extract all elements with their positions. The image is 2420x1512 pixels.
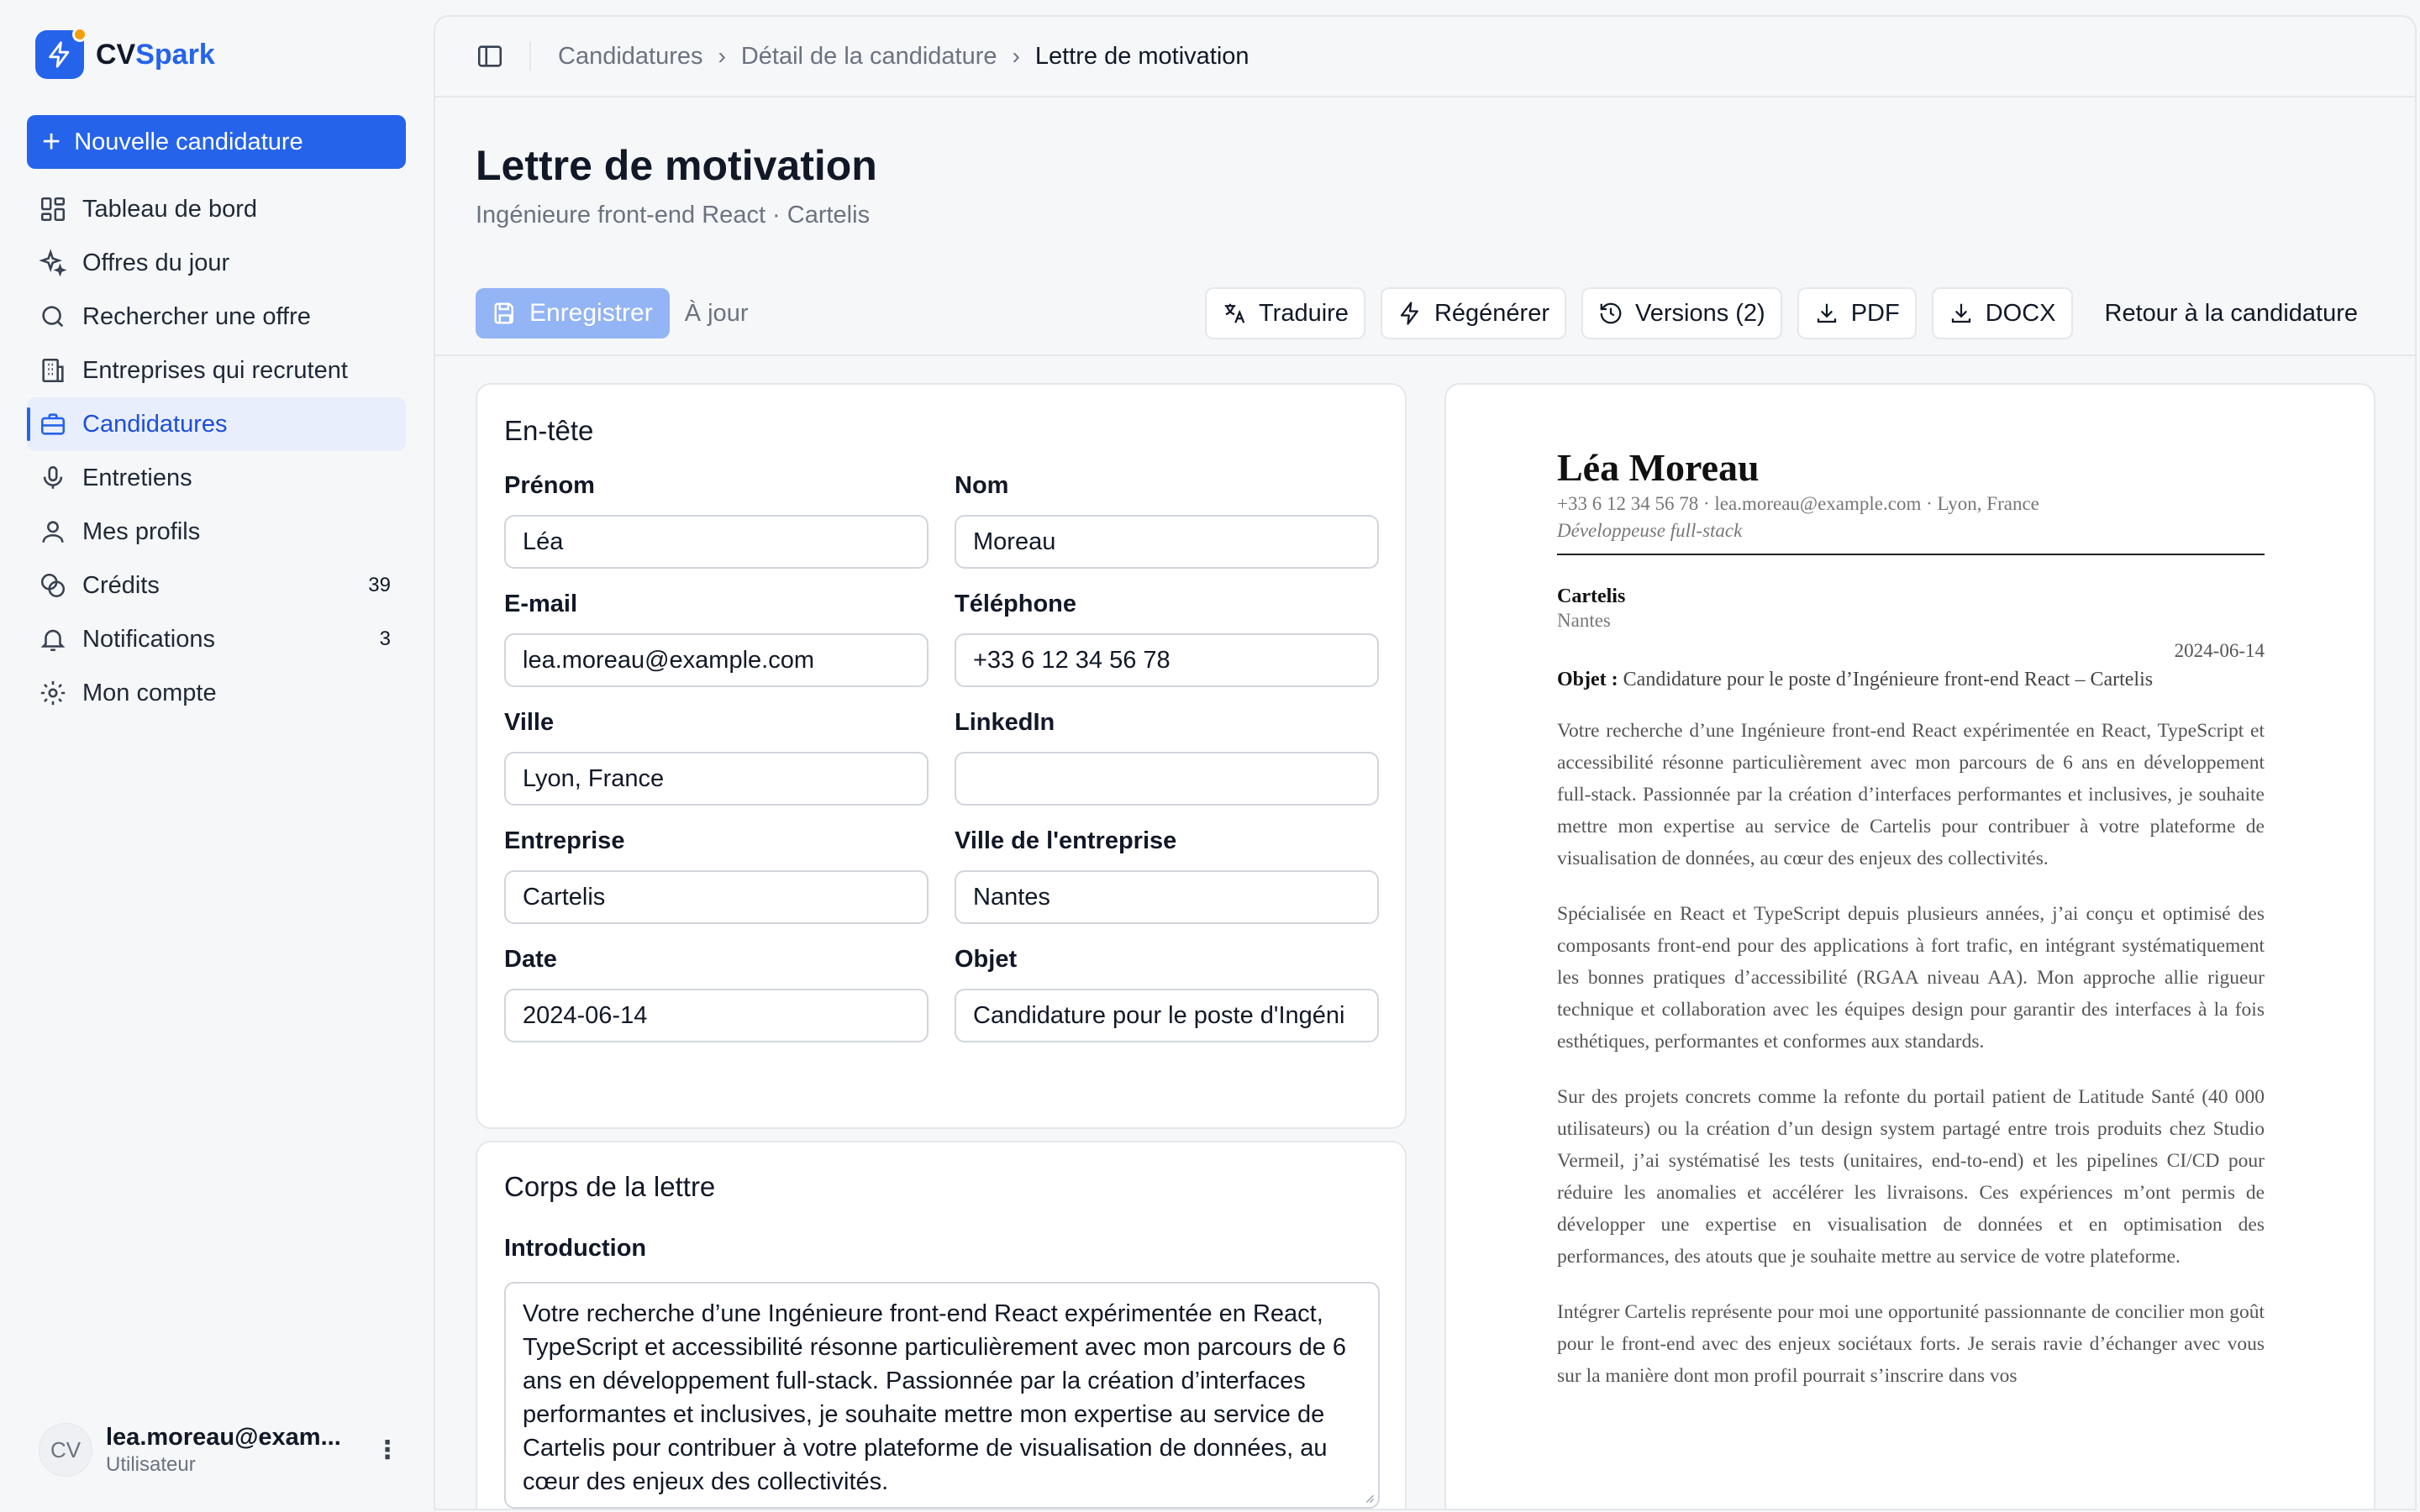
city-label: Ville <box>504 709 555 736</box>
sidebar-item-label: Mes profils <box>82 517 201 545</box>
sidebar-item-search-offer[interactable] <box>27 290 406 344</box>
sidebar-item-label: Offres du jour <box>82 249 230 276</box>
sidebar-item-label: Mon compte <box>82 679 217 706</box>
preview-paragraph: Spécialisée en React et TypeScript depuis plusieurs années, j’ai conçu et optimisé des composants front-end pour des applications à fort trafic, en intégrant systématiquement les bonnes pratiques d’accessibilité (RGAA niveau AA). Mon approche allie rigueur technique et collaboration avec les équipes design pour garantir des interfaces à la fois esthétiques, performantes et conformes aux standards. <box>1557 903 2265 1053</box>
breadcrumb-applications[interactable]: Candidatures <box>558 42 703 70</box>
sidebar-item-label: Candidatures <box>82 410 228 438</box>
page-title: Lettre de motivation <box>476 142 877 189</box>
coins-icon <box>39 571 67 600</box>
linkedin-field[interactable] <box>955 752 1379 806</box>
regenerate-button[interactable] <box>1381 287 1566 339</box>
header-card-title: En-tête <box>504 415 594 446</box>
letter-body-title: Corps de la lettre <box>504 1171 716 1202</box>
gear-icon <box>39 679 67 707</box>
preview-date: 2024-06-14 <box>2174 640 2265 661</box>
user-role: Utilisateur <box>106 1452 196 1476</box>
avatar: CV <box>39 1423 92 1477</box>
user-email: lea.moreau@exam... <box>106 1423 341 1451</box>
preview-contact: +33 6 12 34 56 78 · lea.moreau@example.com · Lyon, France <box>1557 493 2039 514</box>
preview-company-city: Nantes <box>1557 610 1611 631</box>
company-city-field[interactable]: Nantes <box>955 870 1379 924</box>
sidebar-item-daily-offers[interactable] <box>27 236 406 290</box>
sidebar-item-applications[interactable] <box>27 397 406 451</box>
dashboard-icon <box>39 195 67 223</box>
preview-paragraph: Sur des projets concrets comme la refonte du portail patient de Latitude Santé (40 000 utilisateurs) ou la création d’un design system partagé entre trois produits chez Studio Vermeil, j’ai systématisé les tests (unitaires, end-to-end) et les pipelines CI/CD pour réduire les anomalies et accélérer les livraisons. Ces expériences m’ont permis de développer une expertise en visualisation de données et en optimisation des performances, des atouts que je souhaite mettre au service de votre plateforme. <box>1557 1086 2265 1268</box>
save-button[interactable] <box>476 288 670 339</box>
subject-label: Objet <box>955 946 1018 973</box>
translate-label: Traduire <box>1259 299 1349 327</box>
first-name-field[interactable]: Léa <box>504 515 929 569</box>
introduction-text: Votre recherche d’une Ingénieure front-end React expérimentée en React, TypeScript et accessibilité résonne particulièrement avec mon parcours de 6 ans en développement full-stack. Passionnée par la création d’interfaces performantes et inclusives, je souhaite mettre mon expertise au service de Cartelis pour contribuer à votre plateforme de visualisation de données, au cœur des enjeux des collectivités. <box>523 1300 1347 1495</box>
credits-count: 39 <box>368 574 391 596</box>
sidebar-item-account[interactable] <box>27 666 406 720</box>
sparkles-icon <box>39 249 67 277</box>
docx-download-button[interactable] <box>1932 287 2073 339</box>
company-label: Entreprise <box>504 827 625 854</box>
introduction-label: Introduction <box>504 1235 647 1262</box>
main-panel <box>434 15 2417 1510</box>
breadcrumb-current: Lettre de motivation <box>1034 42 1249 70</box>
download-icon <box>1814 301 1839 326</box>
bell-icon <box>39 625 67 654</box>
introduction-textarea[interactable] <box>504 1282 1380 1509</box>
docx-label: DOCX <box>1985 299 2056 327</box>
preview-subject: Objet : Candidature pour le poste d’Ingénieure front-end React – Cartelis <box>1557 669 2154 690</box>
sidebar-item-label: Notifications <box>82 625 215 653</box>
breadcrumb <box>558 43 1249 71</box>
bolt-icon <box>1397 301 1423 326</box>
brand-logo[interactable] <box>35 30 215 79</box>
new-application-button[interactable] <box>27 115 406 169</box>
page-subtitle: Ingénieure front-end React · Cartelis <box>476 202 871 228</box>
sidebar-item-profiles[interactable] <box>27 505 406 559</box>
date-field[interactable]: 2024-06-14 <box>504 989 929 1042</box>
chevron-right-icon: › <box>1012 43 1020 69</box>
preview-paragraph: Votre recherche d’une Ingénieure front-end React expérimentée en React, TypeScript et accessibilité résonne particulièrement avec mon parcours de 6 ans en développement full-stack. Passionnée par la création d’interfaces performantes et inclusives, je souhaite mettre mon expertise au service de Cartelis pour contribuer à votre plateforme de visualisation de données, au cœur des enjeux des collectivités. <box>1557 720 2265 869</box>
letter-body-card <box>476 1141 1407 1510</box>
phone-field[interactable]: +33 6 12 34 56 78 <box>955 633 1379 687</box>
sidebar-nav <box>27 182 406 720</box>
header-card <box>476 383 1407 1129</box>
translate-icon <box>1222 301 1247 326</box>
resize-handle-icon[interactable] <box>1363 1492 1375 1504</box>
regenerate-label: Régénérer <box>1434 299 1549 327</box>
sidebar-item-label: Crédits <box>82 571 160 599</box>
linkedin-label: LinkedIn <box>955 709 1055 736</box>
more-options-icon[interactable]: ⋮ <box>375 1436 400 1464</box>
pdf-label: PDF <box>1850 299 1900 327</box>
microphone-icon <box>39 464 67 492</box>
versions-button[interactable] <box>1581 287 1782 339</box>
search-icon <box>39 302 67 331</box>
sidebar-item-label: Tableau de bord <box>82 195 257 223</box>
first-name-label: Prénom <box>504 472 595 499</box>
company-field[interactable]: Cartelis <box>504 870 929 924</box>
letter-preview <box>1444 383 2375 1510</box>
topbar <box>435 17 2415 97</box>
phone-label: Téléphone <box>955 591 1077 617</box>
user-menu[interactable] <box>39 1423 400 1477</box>
last-name-field[interactable]: Moreau <box>955 515 1379 569</box>
versions-label: Versions (2) <box>1634 299 1765 327</box>
sidebar-toggle-icon[interactable] <box>476 42 504 71</box>
pdf-download-button[interactable] <box>1797 287 1917 339</box>
preview-divider <box>1557 554 2265 555</box>
email-label: E-mail <box>504 591 578 617</box>
briefcase-icon <box>39 410 67 438</box>
user-icon <box>39 517 67 546</box>
download-icon <box>1949 301 1974 326</box>
sidebar-item-credits[interactable] <box>27 559 406 612</box>
sidebar-item-interviews[interactable] <box>27 451 406 505</box>
back-to-application-link[interactable]: Retour à la candidature <box>2104 299 2358 327</box>
chevron-right-icon: › <box>718 43 726 69</box>
email-field[interactable]: lea.moreau@example.com <box>504 633 929 687</box>
save-label: Enregistrer <box>529 299 653 327</box>
new-application-label: Nouvelle candidature <box>74 128 303 155</box>
brand-name: CVSpark <box>96 38 215 71</box>
preview-name: Léa Moreau <box>1557 446 1760 489</box>
translate-button[interactable] <box>1205 287 1365 339</box>
city-field[interactable]: Lyon, France <box>504 752 929 806</box>
breadcrumb-application-detail[interactable]: Détail de la candidature <box>740 42 997 70</box>
preview-paragraph: Intégrer Cartelis représente pour moi une opportunité passionnante de concilier mon goût pour le front-end avec des enjeux sociétaux forts. Je serais ravie d’échanger avec vous sur la manière dont mon profil pourrait s’inscrire dans vos <box>1557 1301 2265 1387</box>
building-icon <box>39 356 67 385</box>
sidebar <box>0 0 430 1512</box>
sidebar-item-notifications[interactable] <box>27 612 406 666</box>
date-label: Date <box>504 946 557 973</box>
sidebar-item-companies[interactable] <box>27 344 406 397</box>
bolt-icon <box>35 30 84 79</box>
plus-icon: + <box>42 124 61 160</box>
sidebar-item-dashboard[interactable] <box>27 182 406 236</box>
toolbar <box>476 287 2375 339</box>
history-icon <box>1598 301 1623 326</box>
sidebar-item-label: Rechercher une offre <box>82 302 311 330</box>
save-icon <box>492 301 518 326</box>
notifications-count: 3 <box>379 627 391 650</box>
company-city-label: Ville de l'entreprise <box>955 827 1177 854</box>
preview-job-title: Développeuse full-stack <box>1557 520 1743 541</box>
sidebar-item-label: Entretiens <box>82 464 192 491</box>
last-name-label: Nom <box>955 472 1009 499</box>
preview-company: Cartelis <box>1557 585 1626 607</box>
sidebar-item-label: Entreprises qui recrutent <box>82 356 348 384</box>
subject-field[interactable]: Candidature pour le poste d'Ingéni <box>955 989 1379 1042</box>
save-status: À jour <box>684 299 749 327</box>
